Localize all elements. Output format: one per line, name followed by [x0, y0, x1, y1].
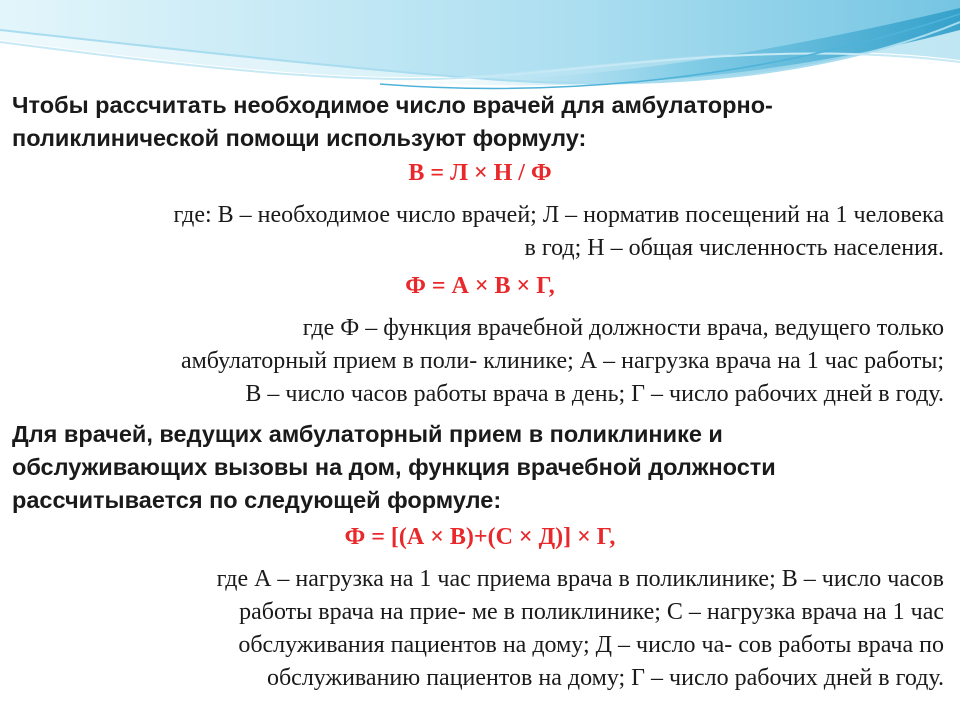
- intro-line: поликлинической помощи используют формулу:: [12, 125, 587, 151]
- explanation-line: обслуживанию пациентов на дому; Г – число рабочих дней в году.: [266, 665, 944, 691]
- intro-line: Чтобы рассчитать необходимое число врачей для амбулаторно-: [12, 92, 773, 118]
- formula-function: Ф = А × В × Г,: [405, 273, 555, 299]
- intro2-paragraph: [0, 418, 960, 517]
- explanation-line: В – число часов работы врача в день; Г – число рабочих дней в году.: [245, 381, 944, 407]
- explanation-line: где Ф – функция врачебной должности врача, ведущего только: [302, 315, 944, 341]
- intro2-line: обслуживающих вызовы на дом, функция врачебной должности: [12, 454, 776, 480]
- explanation-line: в год; Н – общая численность населения.: [524, 235, 944, 261]
- explanation-line: работы врача на прие- ме в поликлинике; С – нагрузка врача на 1 час: [239, 599, 944, 625]
- explanation-line: амбулаторный прием в поли- клинике; А – нагрузка врача на 1 час работы;: [180, 348, 944, 374]
- formula-function-home-explanation: [0, 563, 960, 695]
- intro-paragraph: [0, 89, 960, 155]
- formula-doctors: В = Л × Н / Ф: [408, 160, 552, 186]
- intro2-line: Для врачей, ведущих амбулаторный прием в поликлинике и: [12, 421, 723, 447]
- formula-function-explanation: [0, 312, 960, 411]
- explanation-line: обслуживания пациентов на дому; Д – число ча- сов работы врача по: [238, 632, 944, 658]
- explanation-line: где А – нагрузка на 1 час приема врача в поликлинике; В – число часов: [216, 566, 944, 592]
- explanation-line: где: В – необходимое число врачей; Л – норматив посещений на 1 человека: [173, 202, 944, 228]
- formula-function-home: Ф = [(А × В)+(С × Д)] × Г,: [344, 524, 616, 550]
- formula-doctors-explanation: [0, 199, 960, 265]
- intro2-line: рассчитывается по следующей формуле:: [12, 487, 502, 513]
